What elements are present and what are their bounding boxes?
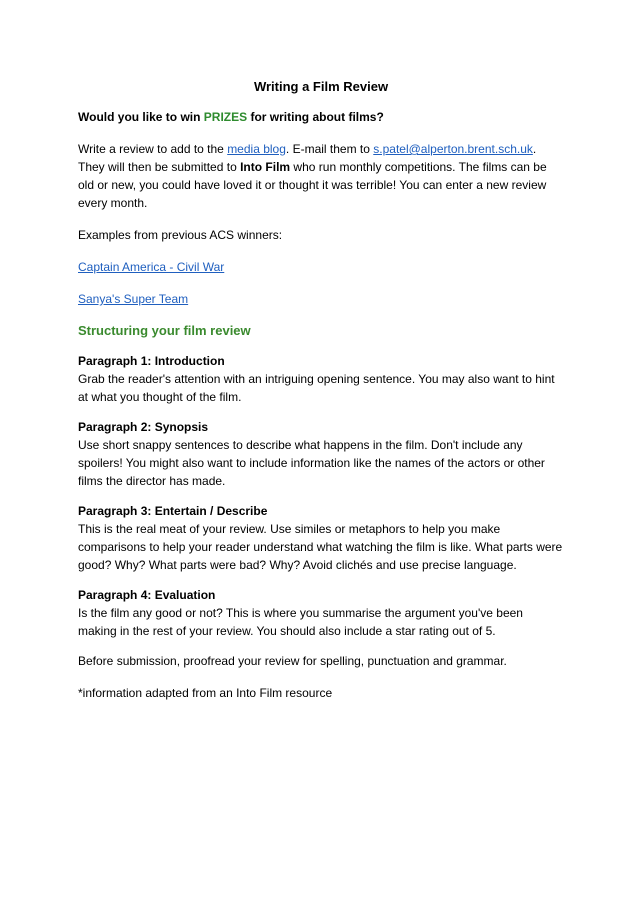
prizes-highlight: PRIZES	[203, 110, 248, 124]
document-content	[78, 78, 564, 716]
paragraph-block-2	[78, 418, 564, 490]
paragraph-block-3	[78, 502, 564, 574]
media-blog-link[interactable]: media blog	[227, 142, 286, 156]
footnote: *information adapted from an Into Film resource	[78, 686, 333, 700]
paragraph-text: Is the film any good or not? This is where you summarise the argument you've been making in the rest of your review. You should also include a star rating out of 5.	[78, 606, 523, 638]
paragraph-heading: Paragraph 1: Introduction	[78, 354, 225, 368]
example-item	[78, 258, 564, 276]
paragraph-heading: Paragraph 4: Evaluation	[78, 588, 216, 602]
section-heading: Structuring your film review	[78, 323, 251, 338]
example-item	[78, 290, 564, 308]
page-title: Writing a Film Review	[253, 79, 389, 94]
proofread-note: Before submission, proofread your review for spelling, punctuation and grammar.	[78, 654, 507, 668]
email-link[interactable]: s.patel@alperton.brent.sch.uk	[373, 142, 533, 156]
intro-text-1: Write a review to add to the	[78, 142, 228, 156]
intro-question	[78, 108, 564, 126]
intro-question-before: Would you like to win	[78, 110, 204, 124]
intro-text-3: . They will then be submitted to	[78, 142, 537, 174]
intro-question-after: for writing about films?	[247, 110, 384, 124]
example-link-captain-america[interactable]: Captain America - Civil War	[78, 260, 225, 274]
intro-text-4: who run monthly competitions. The films can be old or new, you could have loved it or thought it was terrible! You can enter a new review every month.	[78, 160, 547, 210]
paragraph-text: Use short snappy sentences to describe what happens in the film. Don't include any spoilers! You might also want to include information like the names of the actors or other films the director has made.	[78, 438, 545, 488]
paragraph-text: This is the real meat of your review. Use similes or metaphors to help you make comparisons to help your reader understand what watching the film is like. What parts were good? Why? What parts were bad? Why? Avoid clichés and use precise language.	[78, 522, 563, 572]
intro-text-2: . E-mail them to	[285, 142, 374, 156]
intro-paragraph	[78, 140, 564, 212]
example-link-sanyas-super-team[interactable]: Sanya's Super Team	[78, 292, 189, 306]
paragraph-heading: Paragraph 3: Entertain / Describe	[78, 504, 268, 518]
paragraph-heading: Paragraph 2: Synopsis	[78, 420, 209, 434]
paragraph-block-1	[78, 352, 564, 406]
paragraph-block-4	[78, 586, 564, 640]
paragraph-text: Grab the reader's attention with an intriguing opening sentence. You may also want to hint at what you thought of the film.	[78, 372, 555, 404]
examples-label: Examples from previous ACS winners:	[78, 228, 283, 242]
into-film-bold: Into Film	[240, 160, 291, 174]
